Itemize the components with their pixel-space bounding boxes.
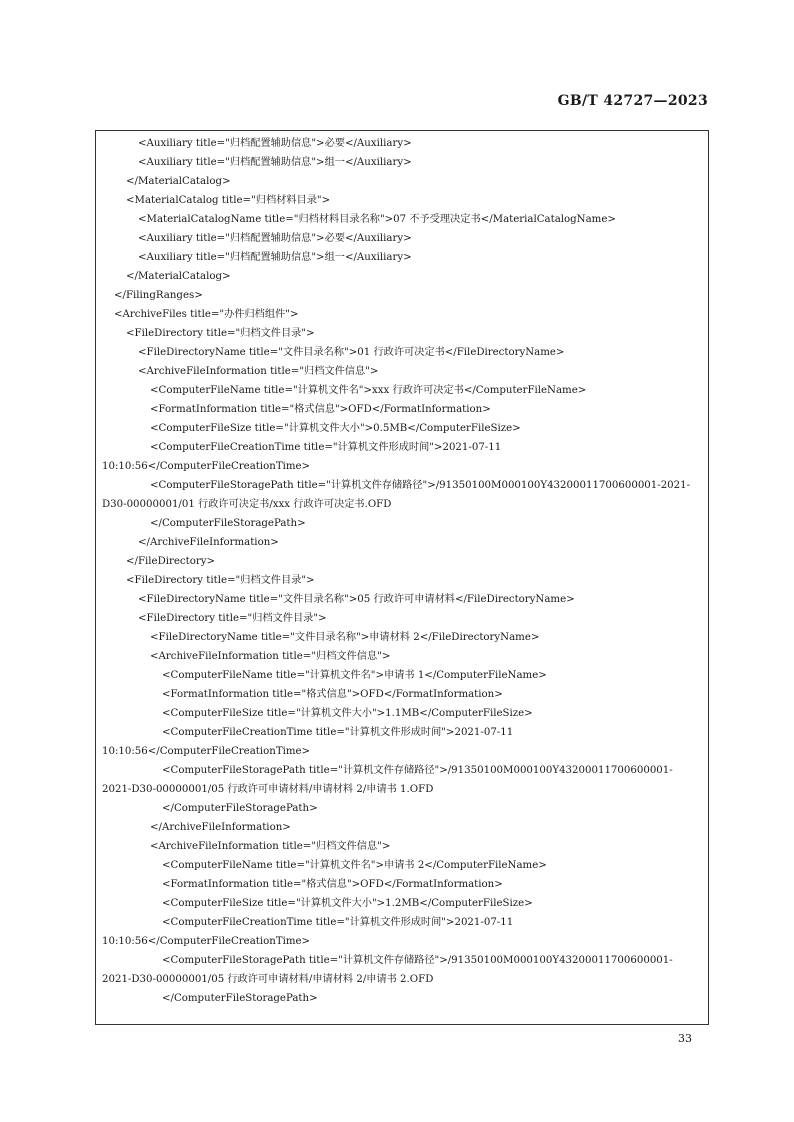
code-line: <FileDirectory title="归档文件目录">	[138, 613, 327, 624]
code-line: <ArchiveFileInformation title="归档文件信息">	[138, 366, 379, 377]
code-line: </ArchiveFileInformation>	[150, 822, 291, 833]
code-line: </ComputerFileStoragePath>	[162, 803, 318, 814]
code-line: <FileDirectoryName title="文件目录名称">申请材料 2</FileDirectoryName>	[150, 632, 540, 643]
code-line: <ComputerFileStoragePath title="计算机文件存储路径">/91350100M000100Y43200011700600001-	[162, 765, 673, 776]
code-line: </MaterialCatalog>	[126, 271, 231, 282]
code-line: <MaterialCatalogName title="归档材料目录名称">07 不予受理决定书</MaterialCatalogName>	[138, 214, 616, 225]
code-line: <MaterialCatalog title="归档材料目录">	[126, 195, 331, 206]
code-line: <ComputerFileCreationTime title="计算机文件形成时间">2021-07-11	[162, 917, 514, 928]
code-line: <Auxiliary title="归档配置辅助信息">组一</Auxiliary>	[138, 157, 412, 168]
code-line: <ComputerFileSize title="计算机文件大小">1.2MB</ComputerFileSize>	[162, 898, 533, 909]
code-line: 2021-D30-00000001/05 行政许可申请材料/申请材料 2/申请书 1.OFD	[102, 784, 434, 795]
code-line: <ArchiveFileInformation title="归档文件信息">	[150, 841, 391, 852]
code-line: </ComputerFileStoragePath>	[162, 993, 318, 1004]
code-line: <FormatInformation title="格式信息">OFD</FormatInformation>	[162, 879, 503, 890]
code-line: <ComputerFileStoragePath title="计算机文件存储路径">/91350100M000100Y43200011700600001-2021-	[150, 480, 691, 491]
code-line: <ComputerFileSize title="计算机文件大小">0.5MB</ComputerFileSize>	[150, 423, 521, 434]
code-line: <ComputerFileName title="计算机文件名">xxx 行政许可决定书</ComputerFileName>	[150, 385, 587, 396]
code-line: 10:10:56</ComputerFileCreationTime>	[102, 936, 311, 947]
code-line: <Auxiliary title="归档配置辅助信息">必要</Auxiliary>	[138, 138, 412, 149]
code-line: <FileDirectory title="归档文件目录">	[126, 328, 315, 339]
code-line: <ComputerFileName title="计算机文件名">申请书 1</ComputerFileName>	[162, 670, 547, 681]
code-line: D30-00000001/01 行政许可决定书/xxx 行政许可决定书.OFD	[102, 499, 392, 510]
code-line: <ComputerFileCreationTime title="计算机文件形成时间">2021-07-11	[150, 442, 502, 453]
code-line: </FilingRanges>	[114, 290, 203, 301]
code-line: <FormatInformation title="格式信息">OFD</FormatInformation>	[150, 404, 491, 415]
page-number: 33	[678, 1032, 692, 1045]
code-line: <ComputerFileName title="计算机文件名">申请书 2</ComputerFileName>	[162, 860, 547, 871]
xml-code-block	[102, 134, 706, 1008]
code-line: <FileDirectoryName title="文件目录名称">05 行政许可申请材料</FileDirectoryName>	[138, 594, 575, 605]
code-line: 10:10:56</ComputerFileCreationTime>	[102, 746, 311, 757]
code-line: 2021-D30-00000001/05 行政许可申请材料/申请材料 2/申请书 2.OFD	[102, 974, 434, 985]
code-line: <ArchiveFiles title="办件归档组件">	[114, 309, 299, 320]
code-line: <ArchiveFileInformation title="归档文件信息">	[150, 651, 391, 662]
code-line: </ComputerFileStoragePath>	[150, 518, 306, 529]
code-line: </MaterialCatalog>	[126, 176, 231, 187]
code-line: 10:10:56</ComputerFileCreationTime>	[102, 461, 311, 472]
code-line: <FormatInformation title="格式信息">OFD</FormatInformation>	[162, 689, 503, 700]
code-line: <FileDirectoryName title="文件目录名称">01 行政许可决定书</FileDirectoryName>	[138, 347, 565, 358]
code-line: <ComputerFileStoragePath title="计算机文件存储路径">/91350100M000100Y43200011700600001-	[162, 955, 673, 966]
code-line: <ComputerFileSize title="计算机文件大小">1.1MB</ComputerFileSize>	[162, 708, 533, 719]
code-line: </FileDirectory>	[126, 556, 216, 567]
code-line: <ComputerFileCreationTime title="计算机文件形成时间">2021-07-11	[162, 727, 514, 738]
standard-code: GB/T 42727—2023	[557, 93, 708, 109]
code-line: <Auxiliary title="归档配置辅助信息">必要</Auxiliary>	[138, 233, 412, 244]
code-line: </ArchiveFileInformation>	[138, 537, 279, 548]
code-line: <FileDirectory title="归档文件目录">	[126, 575, 315, 586]
code-line: <Auxiliary title="归档配置辅助信息">组一</Auxiliary>	[138, 252, 412, 263]
